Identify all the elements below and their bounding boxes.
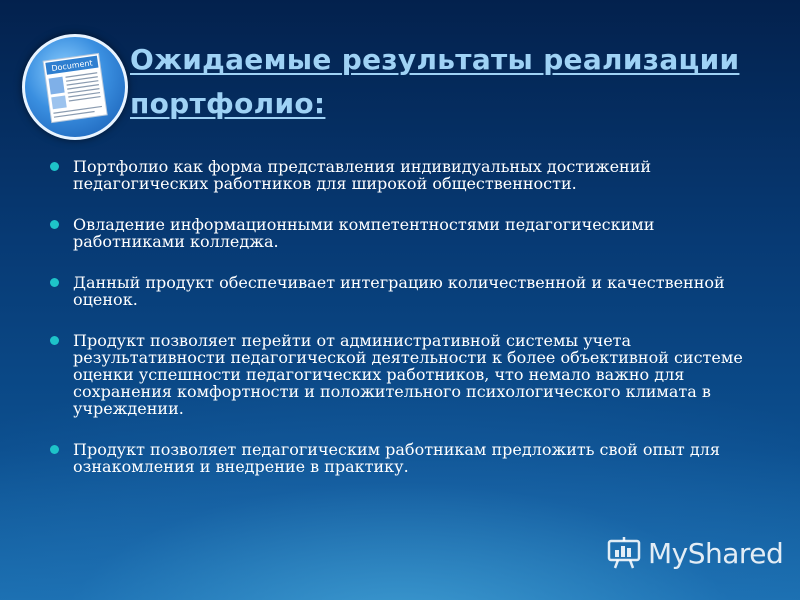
bullet-item: [50, 274, 750, 308]
bullet-text: Портфолио как форма представления индивидуальных достижений педагогических работников для широкой общественности.: [73, 157, 652, 193]
bullet-dot-icon: [50, 336, 59, 345]
bullet-text: Данный продукт обеспечивает интеграцию количественной и качественной оценок.: [73, 273, 725, 309]
document-icon-graphic: [25, 37, 125, 137]
document-icon: [22, 34, 128, 140]
watermark-text: MyShared: [648, 536, 784, 570]
bullet-item: [50, 332, 750, 417]
bullet-text: Овладение информационными компетентностями педагогическими работниками колледжа.: [73, 215, 655, 251]
bullet-list: [50, 158, 750, 499]
bullet-item: [50, 441, 750, 475]
bullet-dot-icon: [50, 162, 59, 171]
bullet-dot-icon: [50, 445, 59, 454]
bullet-dot-icon: [50, 220, 59, 229]
bullet-item: [50, 216, 750, 250]
bullet-text: Продукт позволяет педагогическим работникам предложить свой опыт для ознакомления и внедрение в практику.: [73, 440, 720, 476]
logo-label: Document: [50, 58, 94, 74]
slide-title: Ожидаемые результаты реализации портфолио:: [130, 43, 740, 120]
watermark: [606, 533, 783, 573]
bullet-item: [50, 158, 750, 192]
bullet-dot-icon: [50, 278, 59, 287]
bullet-text: Продукт позволяет перейти от административной системы учета результативности педагогической деятельности к более объективной системе оценки успешности педагогических работников, что немало важно для сохранения комфортности и положительного психологического климата в учреждении.: [73, 331, 743, 418]
presentation-board-icon: [606, 535, 642, 571]
